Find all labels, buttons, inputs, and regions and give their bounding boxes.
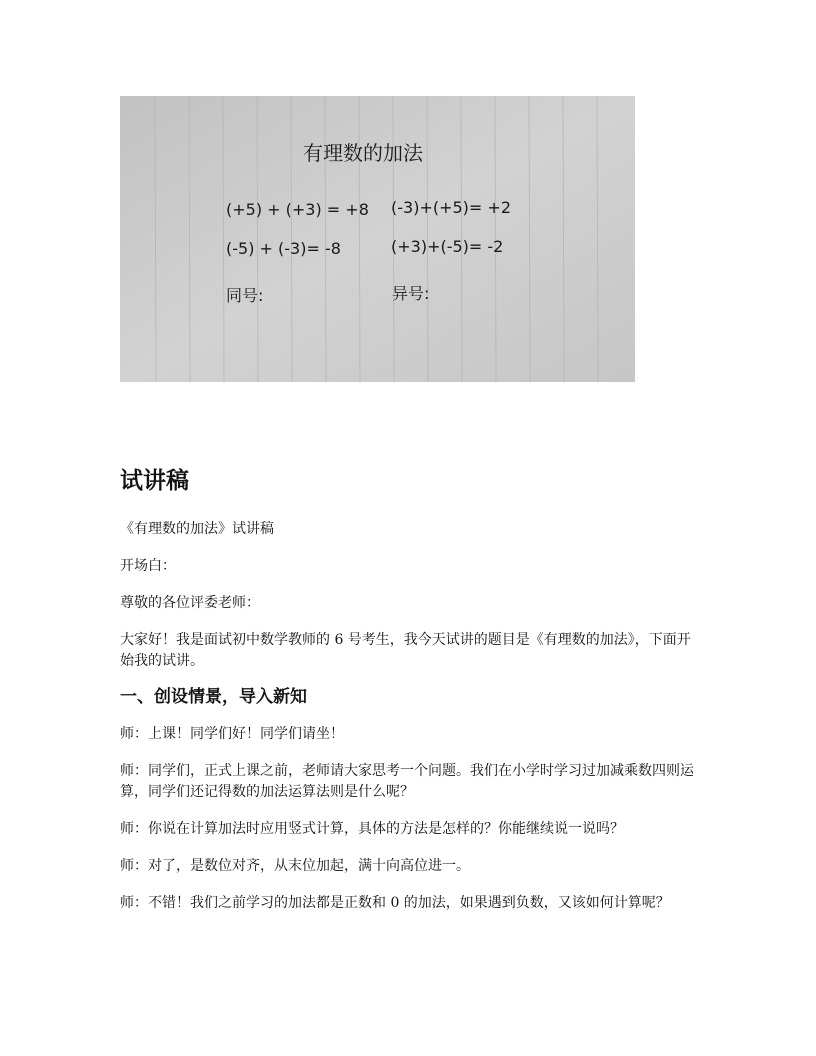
lecture-script (120, 462, 700, 914)
equation-3: (-5) + (-3)= -8 (226, 239, 341, 258)
paragraph: 师：同学们，正式上课之前，老师请大家思考一个问题。我们在小学时学习过加减乘数四则运算，同学们还记得数的加法运算法则是什么呢？ (120, 763, 694, 800)
opening-label: 开场白： (120, 558, 176, 574)
intro-paragraph: 大家好！我是面试初中数学教师的 6 号考生，我今天试讲的题目是《有理数的加法》，下面开始我的试讲。 (120, 632, 691, 669)
paragraph: 师：上课！同学们好！同学们请坐！ (120, 726, 344, 742)
notes-photo-drawing (120, 96, 635, 382)
diff-sign-label: 异号: (392, 284, 430, 303)
doc-subtitle: 《有理数的加法》试讲稿 (120, 521, 274, 537)
greeting: 尊敬的各位评委老师： (120, 595, 260, 611)
paragraph: 师：你说在计算加法时应用竖式计算，具体的方法是怎样的？你能继续说一说吗？ (120, 821, 624, 837)
section-heading-1: 一、创设情景，导入新知 (120, 687, 307, 706)
notes-title: 有理数的加法 (303, 141, 423, 165)
same-sign-label: 同号: (226, 286, 264, 305)
paragraph: 师：对了，是数位对齐，从末位加起，满十向高位进一。 (120, 858, 470, 874)
equation-4: (+3)+(-5)= -2 (391, 237, 504, 256)
paragraph: 师：不错！我们之前学习的加法都是正数和 0 的加法，如果遇到负数，又该如何计算呢？ (120, 895, 670, 911)
handwritten-notes-photo (120, 96, 635, 382)
equation-1: (+5) + (+3) = +8 (226, 200, 369, 219)
doc-title: 试讲稿 (120, 467, 189, 493)
paper-background (120, 96, 635, 382)
equation-2: (-3)+(+5)= +2 (391, 198, 511, 217)
